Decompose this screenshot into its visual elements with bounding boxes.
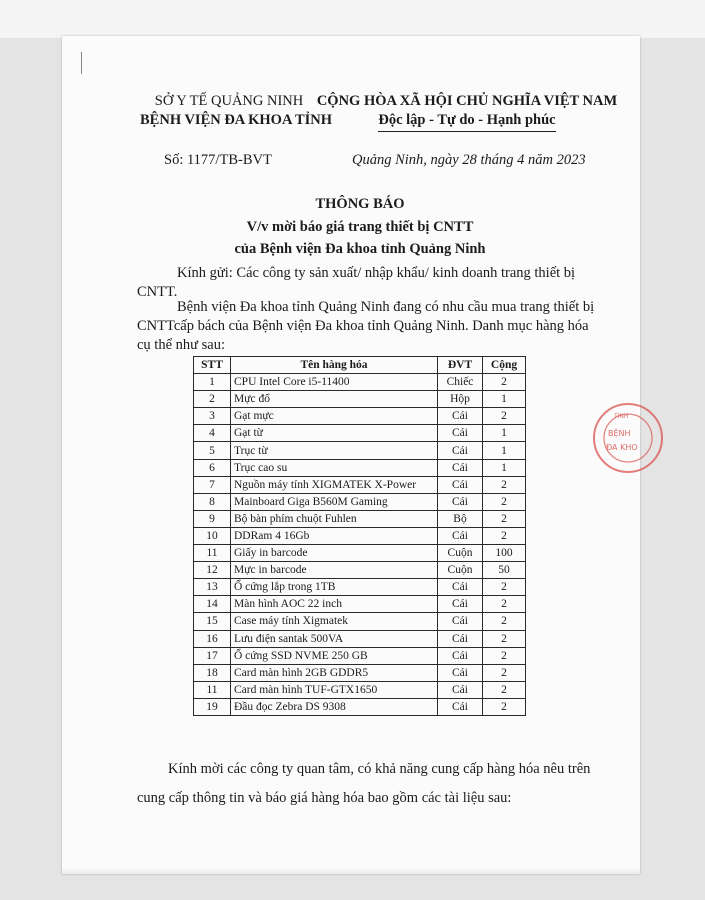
cell-stt: 11: [194, 545, 231, 562]
cell-unit: Cái: [438, 630, 483, 647]
cell-quantity: 50: [483, 562, 526, 579]
table-row: [194, 408, 526, 425]
place-date: Quảng Ninh, ngày 28 tháng 4 năm 2023: [352, 152, 586, 168]
cell-unit: Cái: [438, 698, 483, 715]
cell-unit: Chiếc: [438, 374, 483, 391]
paragraph1-line1: Bệnh viện Đa khoa tỉnh Quảng Ninh đang có nhu cầu mua trang thiết bị: [177, 299, 595, 315]
cell-stt: 9: [194, 510, 231, 527]
table-row: [194, 425, 526, 442]
cell-item-name: Card màn hình 2GB GDDR5: [231, 664, 438, 681]
table-row: [194, 596, 526, 613]
paragraph1-line3: cụ thể như sau:: [137, 337, 225, 353]
cell-stt: 14: [194, 596, 231, 613]
cell-quantity: 2: [483, 613, 526, 630]
cell-item-name: DDRam 4 16Gb: [231, 527, 438, 544]
cell-stt: 5: [194, 442, 231, 459]
cell-item-name: Ổ cứng SSD NVME 250 GB: [231, 647, 438, 664]
cell-stt: 3: [194, 408, 231, 425]
closing-line2: cung cấp thông tin và báo giá hàng hóa bao gồm các tài liệu sau:: [137, 790, 512, 806]
cell-item-name: Mainboard Giga B560M Gaming: [231, 493, 438, 510]
cell-item-name: CPU Intel Core i5-11400: [231, 374, 438, 391]
table-row: [194, 391, 526, 408]
cell-unit: Cuộn: [438, 545, 483, 562]
margin-mark: [81, 52, 82, 74]
header-quantity: Cộng: [483, 357, 526, 374]
cell-quantity: 2: [483, 579, 526, 596]
closing-line1: Kính mời các công ty quan tâm, có khả năng cung cấp hàng hóa nêu trên: [168, 761, 591, 777]
cell-quantity: 2: [483, 527, 526, 544]
cell-unit: Cái: [438, 613, 483, 630]
cell-item-name: Giấy in barcode: [231, 545, 438, 562]
cell-item-name: Gạt mực: [231, 408, 438, 425]
cell-stt: 4: [194, 425, 231, 442]
cell-unit: Cái: [438, 476, 483, 493]
table-row: [194, 527, 526, 544]
cell-stt: 10: [194, 527, 231, 544]
cell-item-name: Đầu đọc Zebra DS 9308: [231, 698, 438, 715]
stamp-text-bottom: ĐA KHO: [606, 443, 638, 452]
table-row: [194, 493, 526, 510]
cell-unit: Cái: [438, 408, 483, 425]
table-row: [194, 664, 526, 681]
table-row: [194, 579, 526, 596]
cell-stt: 11: [194, 681, 231, 698]
table-row: [194, 681, 526, 698]
table-row: [194, 459, 526, 476]
cell-stt: 8: [194, 493, 231, 510]
cell-quantity: 2: [483, 630, 526, 647]
cell-quantity: 2: [483, 681, 526, 698]
cell-item-name: Card màn hình TUF-GTX1650: [231, 681, 438, 698]
cell-quantity: 2: [483, 664, 526, 681]
cell-unit: Cái: [438, 425, 483, 442]
cell-unit: Cái: [438, 681, 483, 698]
cell-quantity: 2: [483, 510, 526, 527]
document-number: Số: 1177/TB-BVT: [164, 152, 272, 168]
cell-item-name: Mực in barcode: [231, 562, 438, 579]
goods-table: [193, 356, 526, 716]
table-body: [194, 374, 526, 716]
cell-stt: 15: [194, 613, 231, 630]
cell-quantity: 100: [483, 545, 526, 562]
cell-quantity: 2: [483, 408, 526, 425]
cell-stt: 18: [194, 664, 231, 681]
table-row: [194, 562, 526, 579]
cell-item-name: Nguồn máy tính XIGMATEK X-Power: [231, 476, 438, 493]
greeting-line2: CNTT.: [137, 284, 178, 300]
cell-unit: Cái: [438, 527, 483, 544]
paragraph1-line2: CNTTcấp bách của Bệnh viện Đa khoa tỉnh Quảng Ninh. Danh mục hàng hóa: [137, 318, 589, 334]
cell-stt: 12: [194, 562, 231, 579]
table-row: [194, 476, 526, 493]
hospital-name: BỆNH VIỆN ĐA KHOA TỈNH: [140, 112, 333, 128]
header-item-name: Tên hàng hóa: [231, 357, 438, 374]
cell-quantity: 2: [483, 493, 526, 510]
stamp-inner-ring: [604, 414, 652, 462]
table-header-row: [194, 357, 526, 374]
document-subject-line1: V/v mời báo giá trang thiết bị CNTT: [246, 219, 474, 235]
table-row: [194, 613, 526, 630]
national-header: [312, 92, 622, 132]
cell-stt: 6: [194, 459, 231, 476]
cell-item-name: Case máy tính Xigmatek: [231, 613, 438, 630]
cell-unit: Cái: [438, 493, 483, 510]
cell-quantity: 2: [483, 476, 526, 493]
table-row: [194, 510, 526, 527]
cell-stt: 13: [194, 579, 231, 596]
cell-unit: Cuộn: [438, 562, 483, 579]
stamp-text-top: TỈNH: [614, 413, 629, 420]
table-row: [194, 647, 526, 664]
table-row: [194, 442, 526, 459]
document-subject-line2: của Bệnh viện Đa khoa tỉnh Quảng Ninh: [234, 241, 486, 257]
header-stt: STT: [194, 357, 231, 374]
issuing-organization: [140, 92, 333, 130]
cell-unit: Cái: [438, 647, 483, 664]
cell-item-name: Màn hình AOC 22 inch: [231, 596, 438, 613]
cell-item-name: Trục từ: [231, 442, 438, 459]
cell-item-name: Gạt từ: [231, 425, 438, 442]
cell-quantity: 2: [483, 374, 526, 391]
cell-item-name: Trục cao su: [231, 459, 438, 476]
cell-item-name: Mực đổ: [231, 391, 438, 408]
scan-background: [0, 0, 705, 38]
table-row: [194, 630, 526, 647]
cell-quantity: 1: [483, 425, 526, 442]
cell-unit: Bộ: [438, 510, 483, 527]
table-row: [194, 545, 526, 562]
cell-stt: 1: [194, 374, 231, 391]
national-motto: Độc lập - Tự do - Hạnh phúc: [378, 111, 555, 132]
table-row: [194, 698, 526, 715]
greeting-line1: Kính gửi: Các công ty sản xuất/ nhập khẩu/ kinh doanh trang thiết bị: [177, 265, 576, 281]
cell-unit: Cái: [438, 596, 483, 613]
table-row: [194, 374, 526, 391]
nation-name: CỘNG HÒA XÃ HỘI CHỦ NGHĨA VIỆT NAM: [316, 93, 618, 109]
cell-unit: Cái: [438, 459, 483, 476]
cell-item-name: Bộ bàn phím chuột Fuhlen: [231, 510, 438, 527]
cell-quantity: 1: [483, 459, 526, 476]
hospital-stamp: [588, 398, 668, 478]
cell-unit: Cái: [438, 664, 483, 681]
stamp-text-mid: BỆNH: [608, 429, 631, 438]
cell-quantity: 2: [483, 698, 526, 715]
cell-item-name: Ổ cứng lắp trong 1TB: [231, 579, 438, 596]
cell-quantity: 1: [483, 391, 526, 408]
cell-stt: 7: [194, 476, 231, 493]
cell-stt: 16: [194, 630, 231, 647]
cell-stt: 19: [194, 698, 231, 715]
cell-stt: 17: [194, 647, 231, 664]
document-title: THÔNG BÁO: [315, 196, 405, 212]
header-unit: ĐVT: [438, 357, 483, 374]
cell-unit: Hộp: [438, 391, 483, 408]
cell-quantity: 2: [483, 596, 526, 613]
cell-stt: 2: [194, 391, 231, 408]
cell-item-name: Lưu điện santak 500VA: [231, 630, 438, 647]
cell-quantity: 1: [483, 442, 526, 459]
cell-quantity: 2: [483, 647, 526, 664]
cell-unit: Cái: [438, 579, 483, 596]
parent-organization: SỞ Y TẾ QUẢNG NINH: [154, 93, 304, 109]
cell-unit: Cái: [438, 442, 483, 459]
